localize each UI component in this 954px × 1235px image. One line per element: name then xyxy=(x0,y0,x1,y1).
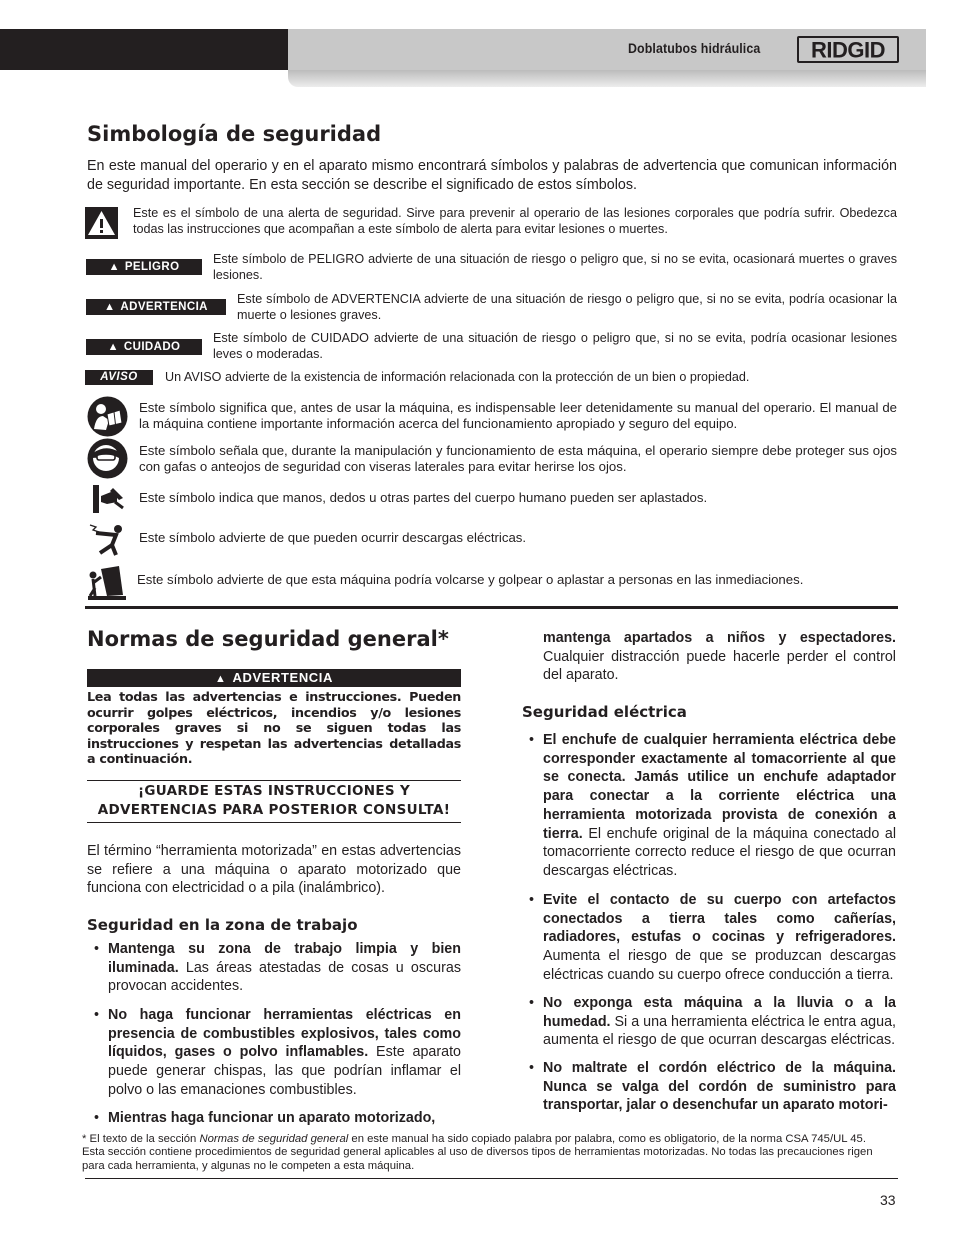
svg-text:RIDGID: RIDGID xyxy=(811,37,885,63)
list-item: • Mantenga su zona de trabajo limpia y bien iluminada. Las áreas atestadas de cosas u oscuras provocan accidentes. xyxy=(94,941,461,995)
list-item: • No exponga esta máquina a la lluvia o a la humedad. Si a una herramienta eléctrica le entra agua, aumenta el riesgo de que ocurran descargas eléctricas. xyxy=(529,995,896,1049)
footnote: * El texto de la sección Normas de seguridad general en este manual ha sido copiado palabra por palabra, como es obligatorio, de la norma CSA 745/UL 45. Esta sección contiene procedimientos de seguridad general aplicables al uso de diversos tipos de herramientas motorizadas. No todas las precauciones rigen para cada herramienta, y algunas no le competen a esta máquina. xyxy=(82,1133,873,1172)
safety-alert-icon xyxy=(85,207,118,239)
read-manual-icon xyxy=(87,396,128,437)
header-shadow xyxy=(288,70,926,87)
aviso-text: Un AVISO advierte de la existencia de información relacionada con la protección de un bien o propiedad. xyxy=(165,370,750,384)
shock-text: Este símbolo advierte de que pueden ocurrir descargas eléctricas. xyxy=(139,530,527,545)
list-item-continued: mantenga apartados a niños y espectadores. Cualquier distracción puede hacerle perder el control del aparato. xyxy=(543,630,896,684)
list-item: • Evite el contacto de su cuerpo con artefactos conectados a tierra tales como cañerías, radiadores, estufas o cocinas y refrigeradores. Aumenta el riesgo de que se produzcan descargas eléctricas cuando su cuerpo ofrece conducción a tierra. xyxy=(529,892,896,983)
advertencia-badge: ▲ ADVERTENCIA xyxy=(86,299,226,315)
page-number: 33 xyxy=(880,1192,896,1208)
advertencia-text: Este símbolo de ADVERTENCIA advierte de una situación de riesgo o peligro que, si no se evita, podría ocasionar la muerte o lesiones graves. xyxy=(237,292,897,322)
peligro-badge: ▲ PELIGRO xyxy=(86,259,202,275)
ridgid-logo xyxy=(797,36,899,63)
peligro-text: Este símbolo de PELIGRO advierte de una situación de riesgo o peligro que, si no se evita, ocasionará muertes o graves lesiones. xyxy=(213,252,897,282)
work-area-heading: Seguridad en la zona de trabajo xyxy=(87,916,358,934)
header-black-bar xyxy=(0,29,288,70)
alert-text: Este es el símbolo de una alerta de seguridad. Sirve para prevenir al operario de las lesiones corporales que podría sufrir. Obedezca todas las instrucciones que acompañan a este símbolo de alerta para evitar lesiones o muertes. xyxy=(133,206,897,236)
list-item: • Mientras haga funcionar un aparato motorizado, xyxy=(94,1110,436,1126)
warning-triangle-icon: ▲ xyxy=(215,673,227,685)
manual-text: Este símbolo significa que, antes de usar la máquina, es indispensable leer detenidamente su manual del operario. El manual de la máquina contiene importante información acerca del funcionamiento apropiado y seguro del equipo. xyxy=(139,400,897,432)
save-instructions: ¡GUARDE ESTAS INSTRUCCIONES Y ADVERTENCIAS PARA POSTERIOR CONSULTA! xyxy=(87,780,461,823)
advertencia-bar: ▲ ADVERTENCIA xyxy=(87,669,461,687)
goggles-text: Este símbolo señala que, durante la manipulación y funcionamiento de esta máquina, el operario siempre debe proteger sus ojos con gafas o anteojos de seguridad con viseras laterales para evitar herirse los ojos. xyxy=(139,443,897,475)
header-title: Doblatubos hidráulica xyxy=(628,41,761,56)
crush-hazard-icon xyxy=(89,482,126,515)
cuidado-badge: ▲ CUIDADO xyxy=(86,339,202,355)
tip-over-hazard-icon xyxy=(87,563,127,601)
general-heading: Normas de seguridad general* xyxy=(87,627,449,651)
footer-rule xyxy=(85,1178,898,1179)
warning-triangle-icon: ▲ xyxy=(104,301,116,313)
tip-text: Este símbolo advierte de que esta máquina podría volcarse y golpear o aplastar a personas en las inmediaciones. xyxy=(137,572,804,587)
section-divider xyxy=(85,606,898,609)
warning-text: Lea todas las advertencias e instrucciones. Pueden ocurrir golpes eléctricos, incendios y/o lesiones corporales graves si no se siguen todas las instrucciones y respetan las advertencias detalladas a continuación. xyxy=(87,689,461,767)
electrical-heading: Seguridad eléctrica xyxy=(522,703,687,721)
aviso-badge: AVISO xyxy=(85,370,153,385)
list-item: • No haga funcionar herramientas eléctricas en presencia de combustibles explosivos, tales como líquidos, gases o polvo inflamables. Este aparato puede generar chispas, las que podrían inflamar el polvo o las emanaciones combustibles. xyxy=(94,1007,461,1098)
warning-triangle-icon: ▲ xyxy=(108,261,120,273)
cuidado-text: Este símbolo de CUIDADO advierte de una situación de riesgo o peligro que, si no se evita, podría ocasionar lesiones leves o moderadas. xyxy=(213,331,897,361)
symbology-intro: En este manual del operario y en el aparato mismo encontrará símbolos y palabras de advertencia que comunican información de seguridad importante. En esta sección se describe el significado de estos símbolos. xyxy=(87,158,897,193)
electric-shock-icon xyxy=(88,521,128,559)
list-item: • No maltrate el cordón eléctrico de la máquina. Nunca se valga del cordón de suministro para transportar, jalar o desenchufar un aparato motori- xyxy=(529,1060,896,1114)
warning-triangle-icon: ▲ xyxy=(107,341,119,353)
eye-protection-icon xyxy=(87,438,128,479)
list-item: • El enchufe de cualquier herramienta eléctrica debe corresponder exactamente al tomacorriente al que se conecta. Jamás utilice un enchufe adaptador para conectar a la corriente eléctrica una herramienta motorizada provista de conexión a tierra. El enchufe original de la máquina conectado al tomacorriente correcto reduce el riesgo de que ocurran descargas eléctricas. xyxy=(529,732,896,879)
crush-text: Este símbolo indica que manos, dedos u otras partes del cuerpo humano pueden ser aplastados. xyxy=(139,490,708,505)
symbology-heading: Simbología de seguridad xyxy=(87,122,382,146)
term-text: El término “herramienta motorizada” en estas advertencias se refiere a una máquina o aparato motorizado que funciona con electricidad o a pila (inalámbrico). xyxy=(87,843,461,897)
